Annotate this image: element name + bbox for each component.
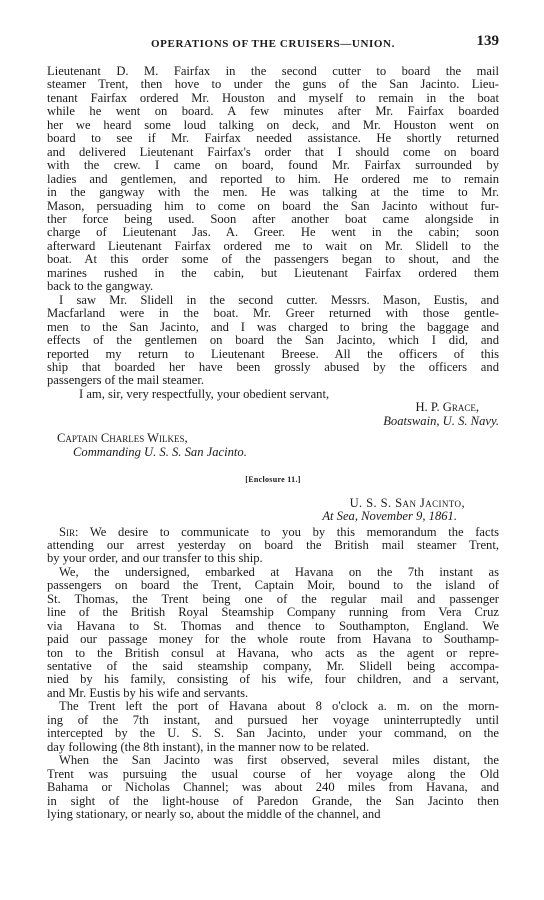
text-line: charge of Lieutenant Jas. A. Greer. He went in the cabin; soon	[47, 226, 499, 240]
text-line: Lieutenant D. M. Fairfax in the second cutter to board the mail	[47, 65, 499, 78]
text-line: steamer Trent, then hove to under the guns of the San Jacinto. Lieu-	[47, 78, 499, 92]
text-line: Bahama or Nicholas Channel; was about 240 miles from Havana, and	[47, 781, 499, 795]
text-line: passengers of the mail steamer.	[47, 374, 205, 388]
text-line: passengers on board the Trent, Captain Moir, bound to the island of	[47, 579, 499, 593]
text-line: men to the San Jacinto, and I was charged to bring the baggage and	[47, 320, 499, 334]
text-line: day following (the 8th instant), in the manner now to be related.	[47, 740, 370, 754]
text-line: back to the gangway.	[47, 280, 154, 294]
signature-name: H. P. Grace,	[415, 400, 479, 415]
letter-paragraph-interception	[47, 754, 499, 821]
text-line: boat. At this order some of the passengers began to shout, and the	[47, 253, 499, 267]
text-line: tenant Fairfax ordered Mr. Houston and myself to remain in the boat	[47, 91, 499, 105]
text-line: attending our arrest yesterday on board the British mail steamer Trent,	[47, 538, 499, 552]
paragraph-continuation	[47, 65, 499, 294]
text-line: When the San Jacinto was first observed, several miles distant, the	[59, 754, 499, 768]
closing-line: I am, sir, very respectfully, your obedient servant,	[79, 386, 330, 401]
page-number: 139	[476, 33, 499, 49]
text-line: ther force being used. Soon after another boat came alongside in	[47, 212, 499, 226]
text-line	[47, 526, 499, 539]
text-line: ladies and gentlemen, and reported to him. He ordered me to remain	[47, 172, 499, 186]
letter-paragraph-departure	[47, 700, 499, 754]
text-line: marines rushed in the cabin, but Lieutenant Fairfax ordered them	[47, 266, 499, 280]
salutation: Sir:	[59, 525, 79, 539]
paragraph-slidell-cutter	[47, 294, 499, 388]
addressee-name: Captain Charles Wilkes,	[57, 431, 188, 446]
text-line: ship that boarded her have been grossly abused by the officers and	[47, 360, 499, 374]
text-line: sentative of the said steamship company, Mr. Slidell being accompa-	[47, 660, 499, 674]
text-line: intercepted by the U. S. S. San Jacinto, under your command, on the	[47, 727, 499, 741]
letter-paragraph-intro	[47, 526, 499, 566]
line-body: We desire to communicate to you by this memorandum the facts	[78, 525, 499, 539]
text-line: afterward Lieutenant Fairfax ordered me to wait on Mr. Slidell to the	[47, 239, 499, 253]
text-line: reported my return to Lieutenant Breese. All the officers of this	[47, 347, 499, 361]
text-line: nied by his family, consisting of his wife, four children, and a servant,	[47, 673, 499, 687]
text-line: ton to the British consul at Havana, who acts as the agent or repre-	[47, 646, 499, 660]
text-line: board to see if Mr. Fairfax needed assistance. He shortly returned	[47, 132, 499, 146]
addressee-title: Commanding U. S. S. San Jacinto.	[73, 444, 247, 459]
text-line: and delivered Lieutenant Fairfax's order that I should come on board	[47, 145, 499, 159]
text-line: by your order, and our transfer to this ship.	[47, 552, 263, 566]
letter-ship-heading: U. S. S. San Jacinto,	[349, 495, 465, 510]
text-line: The Trent left the port of Havana about 8 o'clock a. m. on the morn-	[59, 700, 499, 714]
text-line: We, the undersigned, embarked at Havana on the 7th instant as	[59, 565, 499, 579]
text-line: Trent was pursuing the usual course of her voyage along the Old	[47, 767, 499, 781]
text-line: ing of the 7th instant, and pursued her voyage uninterruptedly until	[47, 713, 499, 727]
text-line: while he went on board. A few minutes after Mr. Fairfax boarded	[47, 105, 499, 119]
text-line: line of the British Royal Steamship Company running from Vera Cruz	[47, 606, 499, 620]
text-line: lying stationary, or nearly so, about the middle of the channel, and	[47, 808, 381, 822]
text-line: Mason, persuading him to come on board the San Jacinto without fur-	[47, 199, 499, 213]
text-line: St. Thomas, the Trent being one of the regular mail and passenger	[47, 592, 499, 606]
text-line: effects of the gentlemen on board the San Jacinto, which I did, and	[47, 334, 499, 348]
text-line: with the crew. I came on board, found Mr. Fairfax surrounded by	[47, 159, 499, 173]
text-line: via Havana to St. Thomas and thence to Southampton, England. We	[47, 619, 499, 633]
text-line: paid our passage money for the whole route from Havana to Southamp-	[47, 633, 499, 647]
letter-dateline: At Sea, November 9, 1861.	[322, 509, 457, 524]
signature-title: Boatswain, U. S. Navy.	[383, 413, 499, 428]
text-line: in sight of the light-house of Paredon Grande, the San Jacinto then	[47, 794, 499, 808]
page-header	[47, 33, 499, 54]
text-line: Macfarland were in the boat. Mr. Greer returned with those gentle-	[47, 307, 499, 321]
running-head: OPERATIONS OF THE CRUISERS—UNION.	[151, 38, 395, 50]
enclosure-label: [Enclosure 11.]	[245, 475, 301, 485]
text-line: and Mr. Eustis by his wife and servants.	[47, 686, 249, 700]
letter-paragraph-embarkation	[47, 566, 499, 701]
text-line: I saw Mr. Slidell in the second cutter. Messrs. Mason, Eustis, and	[59, 293, 499, 307]
text-line: in the gangway with the men. He was talking at the time to Mr.	[47, 186, 499, 200]
text-line: her we heard some loud talking on deck, and Mr. Houston went on	[47, 118, 499, 132]
